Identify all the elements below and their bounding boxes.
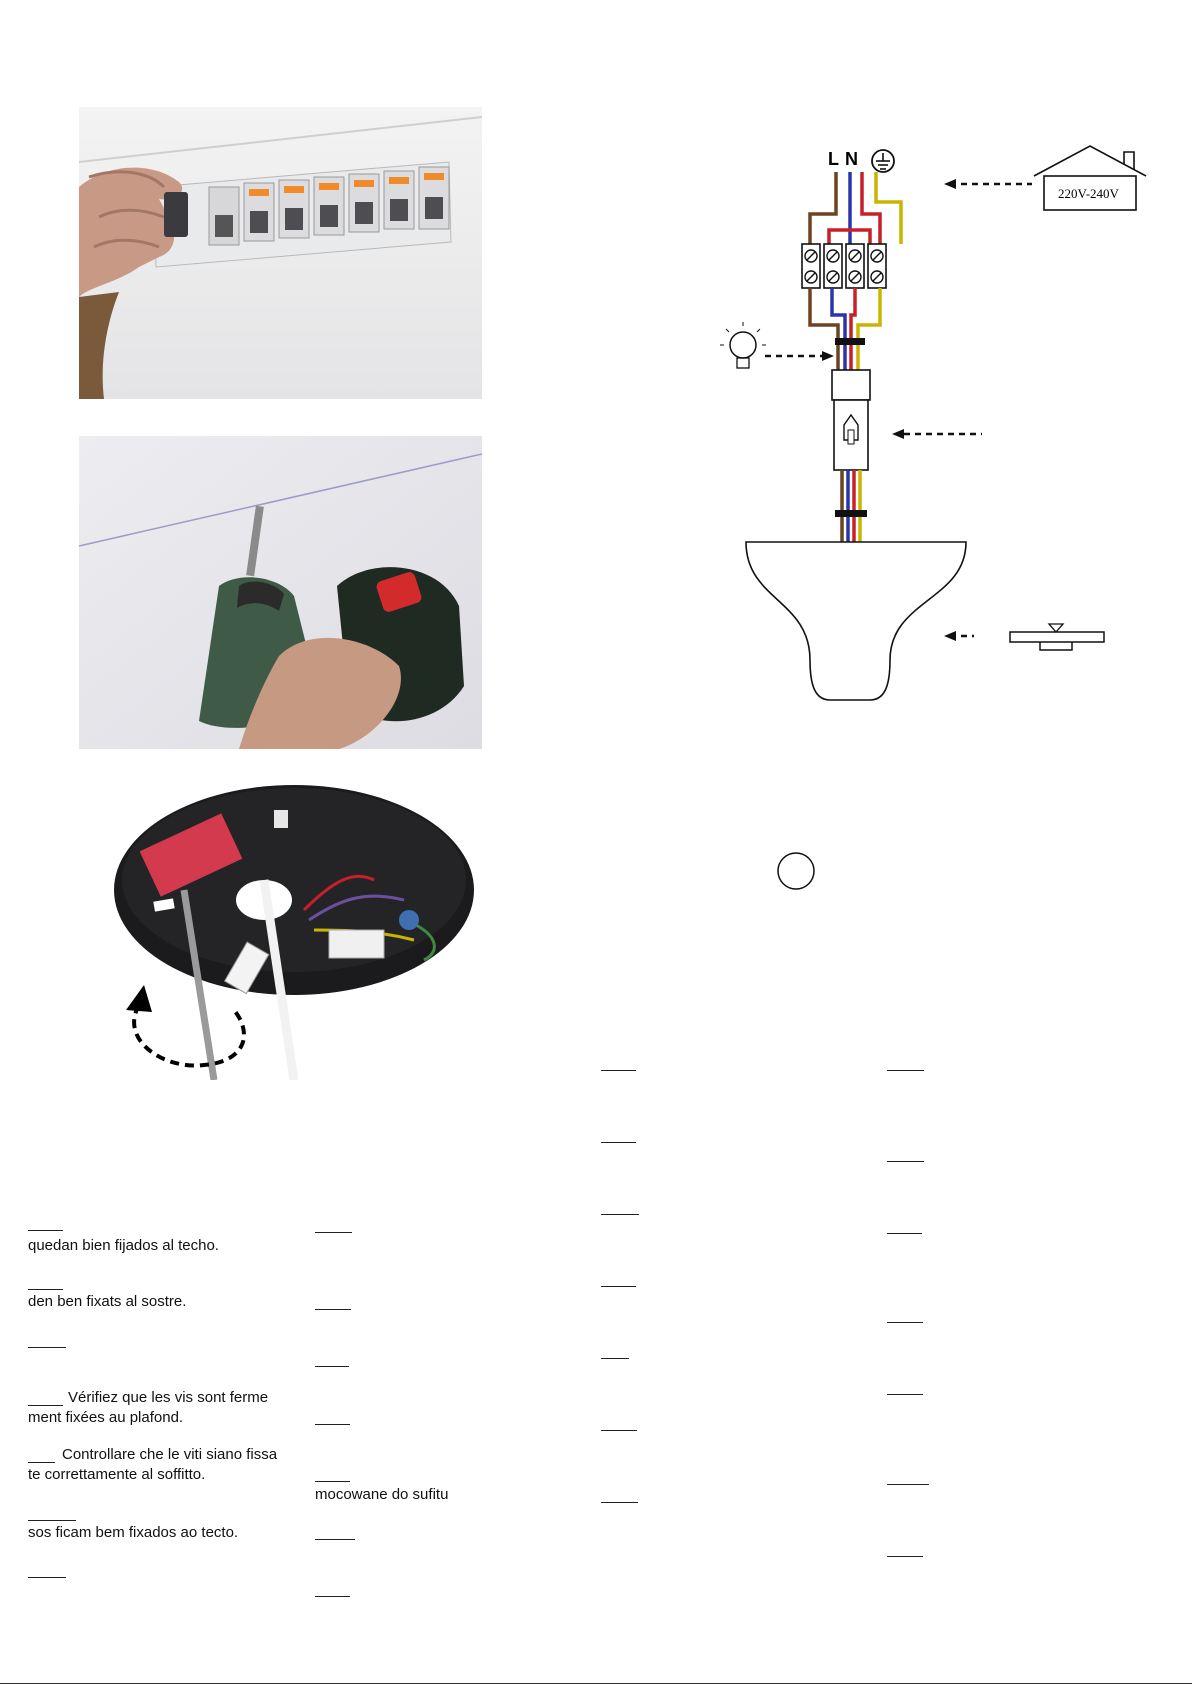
- blank-line: [887, 1556, 923, 1557]
- text-pl: mocowane do sufitu: [315, 1486, 449, 1503]
- terminal-label-n: N: [845, 149, 858, 169]
- text-pt: sos ficam bem fixados ao tecto.: [28, 1524, 239, 1541]
- ceiling-plate-photo: [104, 780, 484, 1080]
- blank-line: [315, 1366, 349, 1367]
- page-bottom-rule: [0, 1683, 1192, 1684]
- wiring-diagram: [710, 140, 1150, 710]
- blank-line: [315, 1232, 352, 1233]
- blank-line: [601, 1214, 639, 1215]
- blank-line: [887, 1070, 924, 1071]
- blank-line: [887, 1322, 923, 1323]
- blank-line: [315, 1424, 350, 1425]
- blank-line: [315, 1596, 350, 1597]
- blank-line: [28, 1289, 63, 1290]
- blank-line: [28, 1577, 66, 1578]
- blank-line: [887, 1484, 929, 1485]
- blank-line: [28, 1520, 76, 1521]
- blank-line: [28, 1230, 63, 1231]
- breaker-panel-photo: [79, 107, 482, 399]
- blank-line: [887, 1161, 924, 1162]
- supply-wires: [810, 172, 901, 244]
- blank-line: [887, 1233, 922, 1234]
- text-fr-line1: Vérifiez que les vis sont ferme: [68, 1389, 269, 1406]
- blank-line: [887, 1394, 923, 1395]
- blank-line: [601, 1502, 638, 1503]
- blank-line: [315, 1539, 355, 1540]
- bulb-icon: [720, 322, 766, 368]
- blank-line: [28, 1462, 55, 1463]
- text-ca: den ben fixats al sostre.: [28, 1293, 187, 1310]
- blank-line: [601, 1286, 636, 1287]
- text-it-line2: te correttamente al soffitto.: [28, 1466, 206, 1483]
- voltage-label: 220V-240V: [1058, 186, 1119, 201]
- blank-line: [601, 1358, 629, 1359]
- blank-line: [28, 1347, 66, 1348]
- drilling-photo: [79, 436, 482, 749]
- canopy: [746, 542, 966, 700]
- blank-line: [315, 1481, 350, 1482]
- connector-plug: [832, 370, 870, 470]
- blank-line: [315, 1309, 351, 1310]
- step-marker-circle: [775, 851, 817, 891]
- blank-line: [28, 1405, 63, 1406]
- blank-line: [601, 1142, 636, 1143]
- ceiling-fixture-icon: [1010, 624, 1104, 650]
- terminal-block: [802, 244, 886, 288]
- text-fr-line2: ment fixées au plafond.: [28, 1409, 184, 1426]
- terminal-label-l: L: [828, 149, 839, 169]
- blank-line: [601, 1070, 636, 1071]
- text-it-line1: Controllare che le viti siano fissa: [62, 1446, 278, 1463]
- blank-line: [601, 1430, 637, 1431]
- ceiling-plate: [114, 785, 474, 995]
- text-es: quedan bien fijados al techo.: [28, 1237, 219, 1254]
- canopy-wires: [842, 470, 860, 542]
- lamp-wires: [810, 288, 880, 370]
- earth-icon: [872, 150, 894, 172]
